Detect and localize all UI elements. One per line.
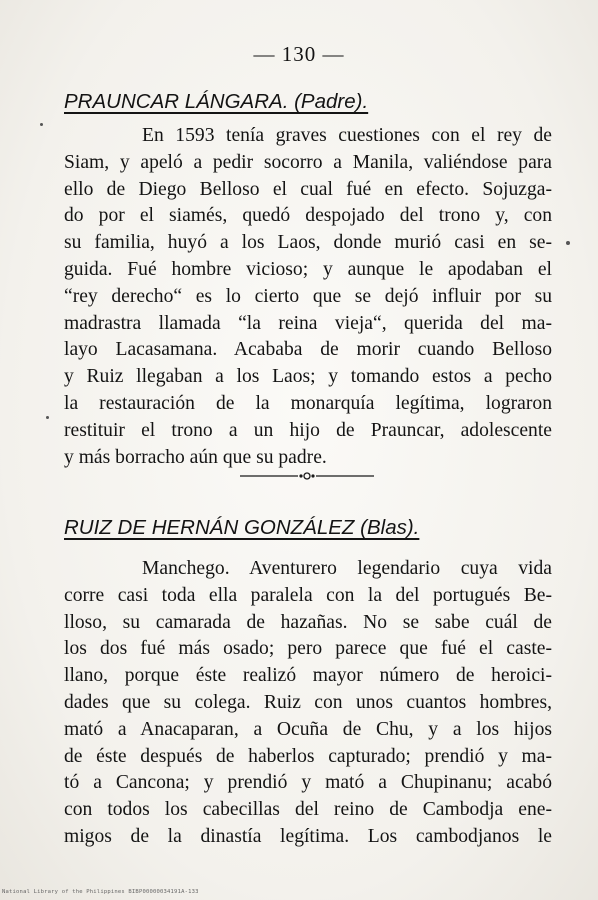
section-body-ruiz	[64, 556, 552, 851]
body-line: ello de Diego Belloso el cual fué en efecto. Sojuzga-	[64, 178, 552, 200]
body-line: de éste después de haberlos capturado; prendió y ma-	[64, 745, 552, 767]
body-line: dades que su colega. Ruiz con unos cuantos hombres,	[64, 691, 552, 713]
section-heading-ruiz: RUIZ DE HERNÁN GONZÁLEZ (Blas).	[64, 516, 420, 539]
body-line: migos de la dinastía legítima. Los cambodjanos le	[64, 825, 552, 847]
body-line: llano, porque éste realizó mayor número de heroici-	[64, 665, 552, 687]
body-line: los dos fué más osado; pero parece que fué el caste-	[64, 638, 552, 660]
body-line: En 1593 tenía graves cuestiones con el rey de	[142, 125, 552, 146]
body-line: madrastra llamada “la reina vieja“, querida del ma-	[64, 312, 552, 334]
body-line: guida. Fué hombre vicioso; y aunque le apodaban el	[64, 258, 552, 280]
body-line: lloso, su camarada de hazañas. No se sabe cuál de	[64, 611, 552, 633]
scan-speck	[46, 416, 49, 419]
scan-speck	[566, 241, 570, 245]
scan-footer: National Library of the Philippines BIBP00000034191A-133	[2, 889, 199, 895]
body-line: corre casi toda ella paralela con la del portugués Be-	[64, 584, 552, 606]
section-heading-prauncar: PRAUNCAR LÁNGARA. (Padre).	[64, 90, 369, 113]
body-line: do por el siamés, quedó despojado del trono y, con	[64, 205, 552, 227]
body-line: su familia, huyó a los Laos, donde murió casi en se-	[64, 232, 552, 254]
body-line: layo Lacasamana. Acababa de morir cuando Belloso	[64, 339, 552, 361]
body-line: “rey derecho“ es lo cierto que se dejó influir por su	[64, 285, 552, 307]
body-line: Siam, y apeló a pedir socorro a Manila, valiéndose para	[64, 151, 552, 173]
scan-speck	[40, 123, 43, 126]
body-line: Manchego. Aventurero legendario cuya vida	[142, 558, 552, 579]
body-line: y más borracho aún que su padre.	[64, 446, 327, 468]
body-line: restituir el trono a un hijo de Prauncar, adolescente	[64, 419, 552, 441]
section-divider	[0, 470, 598, 482]
body-line: tó a Cancona; y prendió y mató a Chupinanu; acabó	[64, 772, 552, 794]
section-body-prauncar	[64, 123, 552, 471]
page-number: — 130 —	[253, 42, 345, 66]
body-line: la restauración de la monarquía legítima, lograron	[64, 392, 552, 414]
body-line: mató a Anacaparan, a Ocuña de Chu, y a los hijos	[64, 718, 552, 740]
body-line: con todos los cabecillas del reino de Cambodja ene-	[64, 799, 552, 821]
body-line: y Ruiz llegaban a los Laos; y tomando estos a pecho	[64, 366, 552, 388]
